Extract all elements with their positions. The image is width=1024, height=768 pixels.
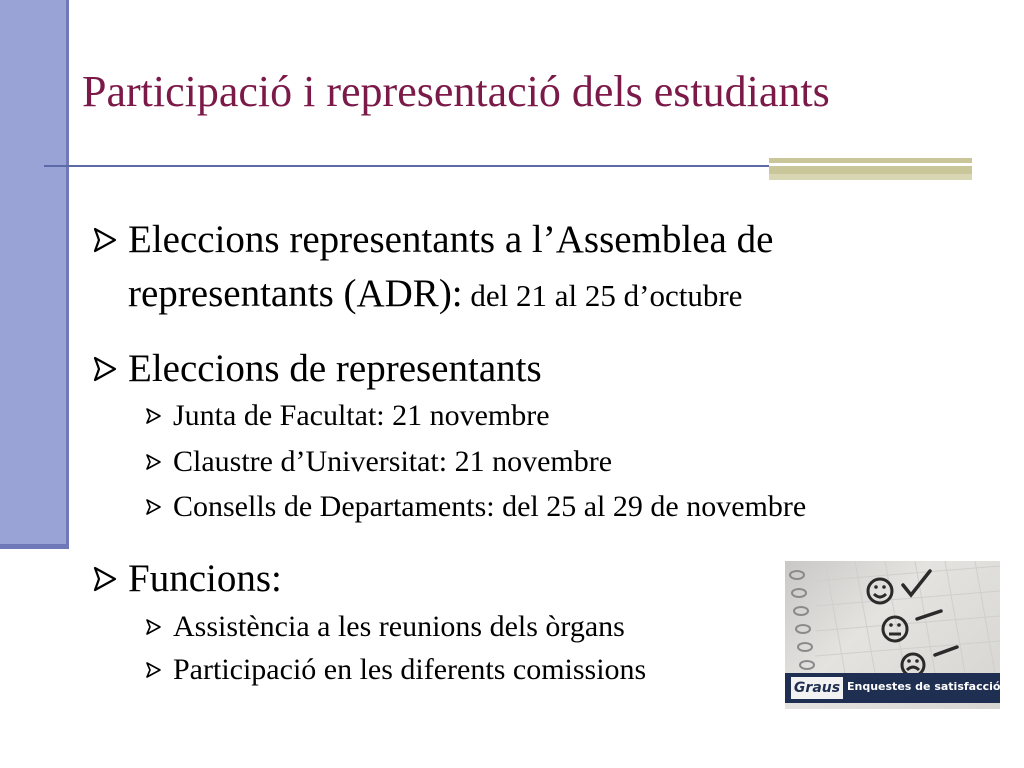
bullet-funcions bbox=[128, 553, 282, 605]
bullet-text: Eleccions representants a l’Assemblea de bbox=[128, 218, 774, 261]
bullet-text: representants (ADR): bbox=[128, 272, 463, 315]
bullet-text: Eleccions de representants bbox=[128, 347, 542, 390]
bullet-arrow-icon bbox=[91, 565, 119, 593]
title-accent-bar bbox=[769, 158, 972, 180]
sub-bullet-claustre bbox=[173, 443, 612, 481]
sub-bullet-consells bbox=[173, 488, 806, 526]
bullet-text: Funcions: bbox=[128, 557, 282, 600]
bullet-elections-adr-line2 bbox=[128, 268, 742, 322]
sidebar-decoration bbox=[0, 0, 68, 546]
sub-bullet-text: Assistència a les reunions dels òrgans bbox=[173, 610, 625, 643]
sub-bullet-text: Consells de Departaments: del 25 al 29 de novembre bbox=[173, 490, 807, 523]
bullet-date: del 21 al 25 d’octubre bbox=[462, 278, 743, 313]
title-rule bbox=[44, 165, 769, 167]
graus-logo: Graus bbox=[791, 677, 843, 699]
bullet-arrow-icon bbox=[91, 355, 119, 383]
sub-bullet-participacio bbox=[173, 651, 646, 689]
sidebar-bottom-edge bbox=[0, 544, 69, 549]
sub-bullet-arrow-icon bbox=[144, 661, 162, 679]
slide-title: Participació i representació dels estudiants bbox=[82, 67, 830, 116]
sidebar-edge bbox=[66, 0, 69, 549]
bullet-elections-representatives bbox=[128, 343, 542, 395]
sub-bullet-text: Claustre d’Universitat: 21 novembre bbox=[173, 445, 613, 478]
sub-bullet-arrow-icon bbox=[144, 453, 162, 471]
survey-banner bbox=[785, 673, 1000, 703]
sub-bullet-assistencia bbox=[173, 608, 625, 646]
sub-bullet-arrow-icon bbox=[144, 407, 162, 425]
sub-bullet-junta bbox=[173, 397, 550, 435]
sub-bullet-text: Participació en les diferents comissions bbox=[173, 653, 647, 686]
sub-bullet-arrow-icon bbox=[144, 498, 162, 516]
bullet-arrow-icon bbox=[91, 226, 119, 254]
sub-bullet-text: Junta de Facultat: 21 novembre bbox=[173, 399, 550, 432]
survey-image bbox=[785, 561, 1000, 709]
sub-bullet-arrow-icon bbox=[144, 618, 162, 636]
survey-caption: Enquestes de satisfacció bbox=[847, 680, 1000, 693]
bullet-elections-adr bbox=[128, 214, 773, 266]
